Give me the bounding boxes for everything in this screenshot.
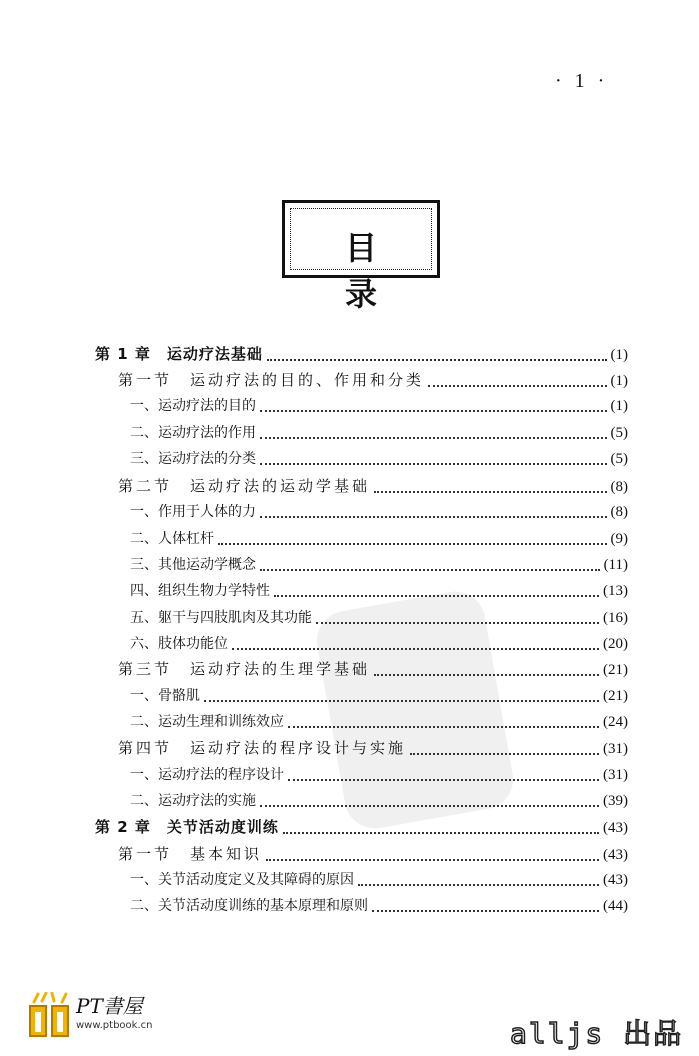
toc-page-number: (16): [603, 610, 628, 626]
toc-label: 一、运动疗法的目的: [130, 398, 256, 414]
dot-leader: [260, 506, 607, 518]
toc-label: 一、运动疗法的程序设计: [130, 767, 284, 783]
toc-label: 二、人体杠杆: [130, 531, 214, 547]
toc-label: 二、运动疗法的实施: [130, 793, 256, 809]
toc-entry[interactable]: [118, 739, 628, 758]
toc-page-number: (5): [610, 425, 628, 441]
toc-page-number: (21): [603, 662, 628, 678]
dot-leader: [260, 427, 607, 439]
toc-page-number: (39): [603, 793, 628, 809]
toc-entry[interactable]: [130, 556, 628, 574]
toc-label: 四、组织生物力学特性: [130, 583, 270, 599]
toc-label: 五、躯干与四肢肌肉及其功能: [130, 610, 312, 626]
logo-url: www.ptbook.cn: [76, 1020, 153, 1031]
toc-page-number: (5): [610, 451, 628, 467]
dot-leader: [266, 849, 599, 861]
dot-leader: [358, 874, 599, 886]
toc-entry[interactable]: [130, 530, 628, 548]
toc-page-number: (13): [603, 583, 628, 599]
dot-leader: [218, 533, 607, 545]
toc-entry[interactable]: [118, 660, 628, 679]
toc-page-number: (8): [610, 479, 628, 495]
toc-entry[interactable]: [130, 450, 628, 468]
toc-entry[interactable]: [95, 818, 628, 837]
toc-label: 三、其他运动学概念: [130, 557, 256, 573]
ptbook-logo: [28, 988, 168, 1040]
toc-label: 第三节 运动疗法的生理学基础: [118, 660, 371, 678]
dot-leader: [410, 743, 599, 755]
dot-leader: [374, 481, 606, 493]
toc-label: 二、运动疗法的作用: [130, 425, 256, 441]
toc-page-number: (43): [603, 820, 628, 836]
toc-label: 三、运动疗法的分类: [130, 451, 256, 467]
toc-entry[interactable]: [130, 792, 628, 810]
logo-name: PT書屋: [76, 994, 143, 1018]
toc-entry[interactable]: [130, 609, 628, 627]
toc-page-number: (11): [603, 557, 628, 573]
toc-label: 一、骨骼肌: [130, 688, 200, 704]
toc-label: 第一节 运动疗法的目的、作用和分类: [118, 371, 425, 389]
toc-label: 二、运动生理和训练效应: [130, 714, 284, 730]
toc-page-number: (24): [603, 714, 628, 730]
toc-label: 第 1 章 运动疗法基础: [95, 345, 263, 363]
toc-entry[interactable]: [130, 687, 628, 705]
dot-leader: [374, 664, 599, 676]
dot-leader: [274, 585, 599, 597]
book-icon: [28, 992, 72, 1038]
toc-page-number: (9): [610, 531, 628, 547]
toc-entry[interactable]: [130, 635, 628, 653]
toc-label: 第四节 运动疗法的程序设计与实施: [118, 739, 407, 757]
toc-label: 二、关节活动度训练的基本原理和原则: [130, 898, 368, 914]
toc-page-number: (21): [603, 688, 628, 704]
toc-entry[interactable]: [130, 713, 628, 731]
dot-leader: [260, 795, 599, 807]
toc-label: 六、肢体功能位: [130, 636, 228, 652]
toc-page-number: (44): [603, 898, 628, 914]
toc-label: 第 2 章 关节活动度训练: [95, 818, 279, 836]
toc-entry[interactable]: [130, 897, 628, 915]
toc-page-number: (31): [603, 741, 628, 757]
toc-label: 第一节 基本知识: [118, 845, 263, 863]
credit-mark: alljs 出品: [510, 1017, 684, 1050]
dot-leader: [372, 900, 599, 912]
toc-entry[interactable]: [130, 766, 628, 784]
toc-page-number: (1): [610, 398, 628, 414]
toc-entry[interactable]: [130, 397, 628, 415]
toc-entry[interactable]: [95, 345, 628, 364]
toc-page-number: (31): [603, 767, 628, 783]
page-title: 目 录: [344, 229, 417, 313]
dot-leader: [232, 638, 599, 650]
dot-leader: [428, 375, 606, 387]
dot-leader: [260, 453, 607, 465]
toc-page-number: (20): [603, 636, 628, 652]
dot-leader: [316, 612, 599, 624]
dot-leader: [288, 716, 599, 728]
toc-label: 一、作用于人体的力: [130, 504, 256, 520]
title-frame: [282, 200, 440, 313]
toc-entry[interactable]: [118, 371, 628, 390]
toc-label: 第二节 运动疗法的运动学基础: [118, 477, 371, 495]
toc-entry[interactable]: [118, 845, 628, 864]
toc-page-number: (43): [603, 847, 628, 863]
toc-entry[interactable]: [130, 424, 628, 442]
toc-entry[interactable]: [130, 582, 628, 600]
toc-entry[interactable]: [118, 477, 628, 496]
page-number: · 1 ·: [555, 70, 609, 92]
dot-leader: [260, 559, 600, 571]
dot-leader: [204, 690, 599, 702]
toc-page-number: (8): [610, 504, 628, 520]
toc-page-number: (1): [610, 347, 628, 363]
toc-page-number: (43): [603, 872, 628, 888]
dot-leader: [260, 400, 607, 412]
dot-leader: [288, 769, 599, 781]
toc-label: 一、关节活动度定义及其障碍的原因: [130, 872, 354, 888]
toc-page-number: (1): [610, 373, 628, 389]
dot-leader: [283, 822, 599, 834]
toc-entry[interactable]: [130, 871, 628, 889]
dot-leader: [267, 349, 607, 361]
toc-entry[interactable]: [130, 503, 628, 521]
